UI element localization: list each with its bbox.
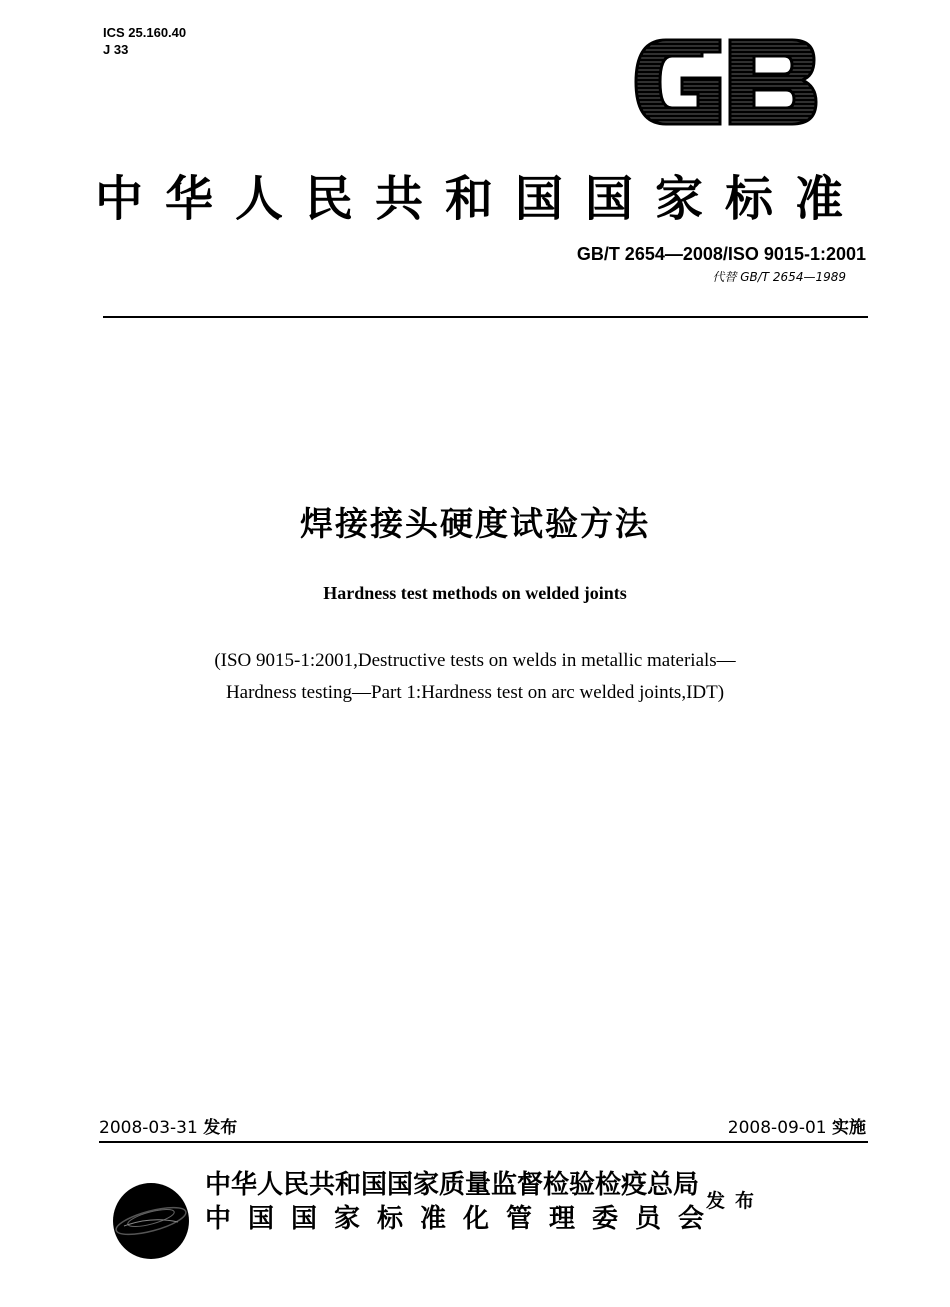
issuing-authorities bbox=[205, 1168, 721, 1236]
classification-codes bbox=[103, 24, 186, 58]
implement-date-block bbox=[728, 1113, 866, 1138]
document-title-english: Hardness test methods on welded joints bbox=[323, 583, 627, 603]
iso-reference bbox=[90, 645, 860, 709]
issue-date-block bbox=[99, 1113, 237, 1138]
issuer-aqsiq: 中华人民共和国国家质量监督检验检疫总局 bbox=[205, 1170, 700, 1200]
implement-date: 2008-09-01 bbox=[727, 1118, 827, 1138]
replaces-note: 代替 GB/T 2654—1989 bbox=[712, 270, 846, 284]
gb-logo bbox=[632, 36, 818, 128]
iso-reference-line: (ISO 9015-1:2001,Destructive tests on welds in metallic materials— bbox=[214, 650, 736, 671]
ccs-code: J 33 bbox=[103, 42, 129, 57]
ics-code: ICS 25.160.40 bbox=[103, 25, 187, 40]
issue-label: 发布 bbox=[203, 1118, 238, 1138]
issuer-sac: 中国国家标准化管理委员会 bbox=[205, 1204, 722, 1234]
iso-reference-line: Hardness testing—Part 1:Hardness test on arc welded joints,IDT) bbox=[225, 682, 725, 703]
standard-category-title: 中华人民共和国国家标准 bbox=[94, 171, 865, 227]
issuer-emblem-icon bbox=[112, 1182, 190, 1260]
implement-label: 实施 bbox=[832, 1118, 866, 1138]
header-divider bbox=[103, 316, 868, 318]
publish-label: 发布 bbox=[706, 1190, 765, 1212]
footer-divider bbox=[99, 1141, 868, 1143]
standard-number: GB/T 2654—2008/ISO 9015-1:2001 bbox=[576, 244, 866, 264]
issue-date: 2008-03-31 bbox=[99, 1118, 198, 1138]
document-title-chinese: 焊接接头硬度试验方法 bbox=[300, 504, 650, 543]
